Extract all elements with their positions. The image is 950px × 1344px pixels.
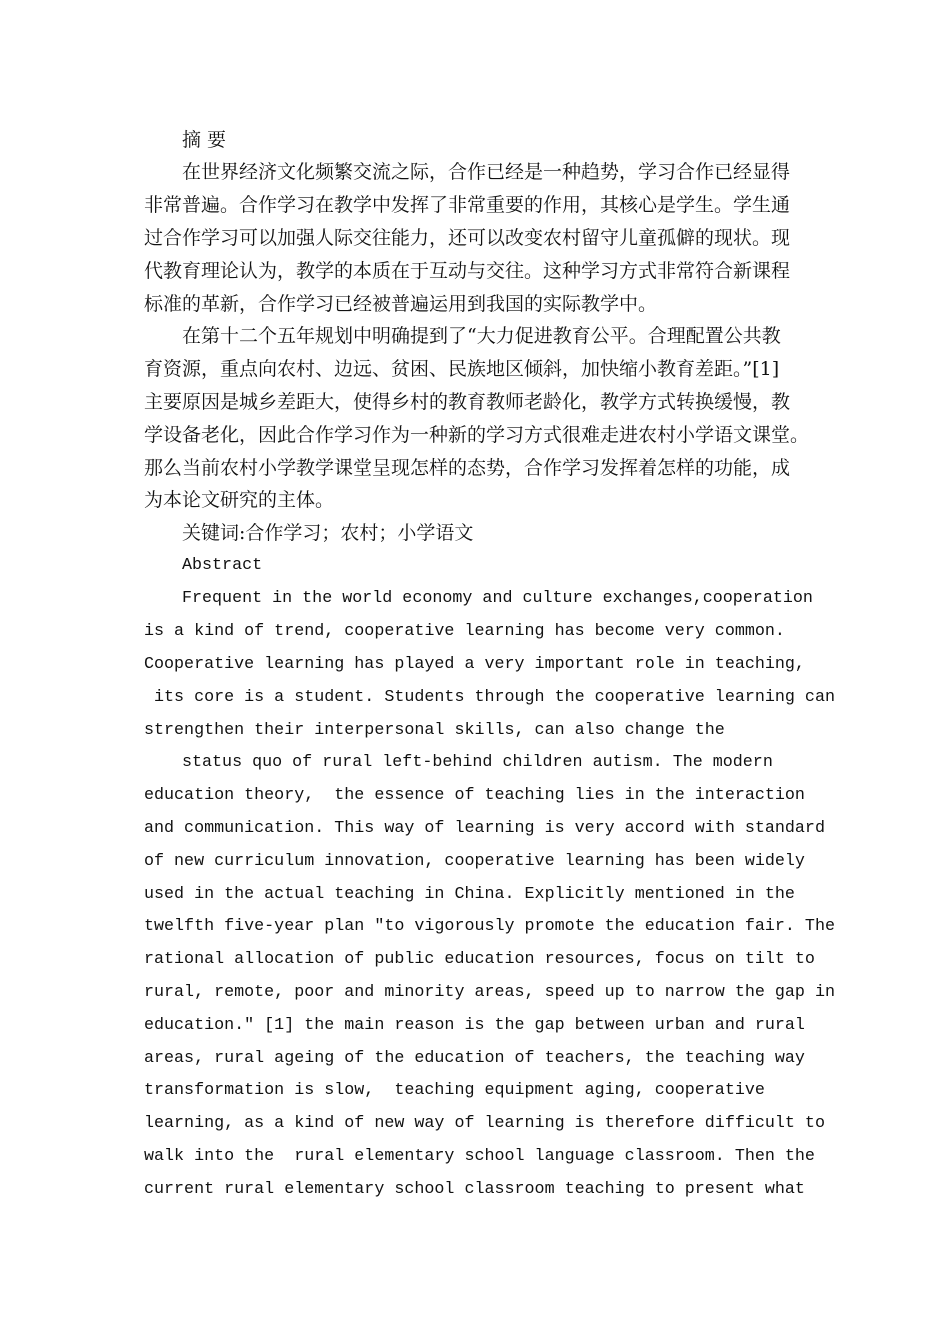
paragraph-line: status quo of rural left-behind children autism. The modern	[182, 753, 773, 772]
paragraph-line: 非常普遍。合作学习在教学中发挥了非常重要的作用，其核心是学生。学生通	[144, 194, 791, 216]
paragraph-line: twelfth five-year plan "to vigorously promote the education fair. The	[144, 917, 835, 936]
keywords-cn: 关键词:合作学习；农村；小学语文	[182, 522, 474, 544]
paragraph-line: areas, rural ageing of the education of teachers, the teaching way	[144, 1049, 805, 1068]
paragraph-line: current rural elementary school classroom teaching to present what	[144, 1180, 805, 1199]
abstract-en-heading: Abstract	[182, 556, 263, 575]
paragraph-line: used in the actual teaching in China. Explicitly mentioned in the	[144, 885, 795, 904]
paragraph-line: 代教育理论认为，教学的本质在于互动与交往。这种学习方式非常符合新课程	[144, 260, 791, 282]
paragraph-line: its core is a student. Students through the cooperative learning can	[144, 688, 835, 707]
paragraph-line: 过合作学习可以加强人际交往能力，还可以改变农村留守儿童孤僻的现状。现	[144, 227, 791, 249]
paragraph-line: strengthen their interpersonal skills, can also change the	[144, 721, 725, 740]
paragraph-line: 为本论文研究的主体。	[144, 489, 335, 511]
paragraph-line: education." [1] the main reason is the gap between urban and rural	[144, 1016, 805, 1035]
paragraph-line: and communication. This way of learning is very accord with standard	[144, 819, 825, 838]
paragraph-line: 标准的革新，合作学习已经被普遍运用到我国的实际教学中。	[144, 293, 658, 315]
paragraph-line: 在世界经济文化频繁交流之际，合作已经是一种趋势，学习合作已经显得	[182, 161, 791, 183]
paragraph-line: 育资源，重点向农村、边远、贫困、民族地区倾斜，加快缩小教育差距。”[1]	[144, 358, 780, 380]
paragraph-line: 学设备老化，因此合作学习作为一种新的学习方式很难走进农村小学语文课堂。	[144, 424, 810, 446]
paragraph-line: rural, remote, poor and minority areas, speed up to narrow the gap in	[144, 983, 835, 1002]
paragraph-line: 那么当前农村小学教学课堂呈现怎样的态势，合作学习发挥着怎样的功能，成	[144, 457, 791, 479]
abstract-cn-heading: 摘 要	[182, 129, 227, 151]
paragraph-line: 在第十二个五年规划中明确提到了“大力促进教育公平。合理配置公共教	[182, 325, 781, 347]
paragraph-line: is a kind of trend, cooperative learning has become very common.	[144, 622, 785, 641]
paragraph-line: 主要原因是城乡差距大，使得乡村的教育教师老龄化，教学方式转换缓慢，教	[144, 391, 791, 413]
paragraph-line: walk into the rural elementary school language classroom. Then the	[144, 1147, 815, 1166]
paragraph-line: transformation is slow, teaching equipment aging, cooperative	[144, 1081, 765, 1100]
paragraph-line: Cooperative learning has played a very important role in teaching,	[144, 655, 805, 674]
paragraph-line: Frequent in the world economy and culture exchanges,cooperation	[182, 589, 813, 608]
paragraph-line: learning, as a kind of new way of learning is therefore difficult to	[144, 1114, 825, 1133]
paragraph-line: of new curriculum innovation, cooperative learning has been widely	[144, 852, 805, 871]
paragraph-line: rational allocation of public education resources, focus on tilt to	[144, 950, 815, 969]
paragraph-line: education theory, the essence of teaching lies in the interaction	[144, 786, 805, 805]
